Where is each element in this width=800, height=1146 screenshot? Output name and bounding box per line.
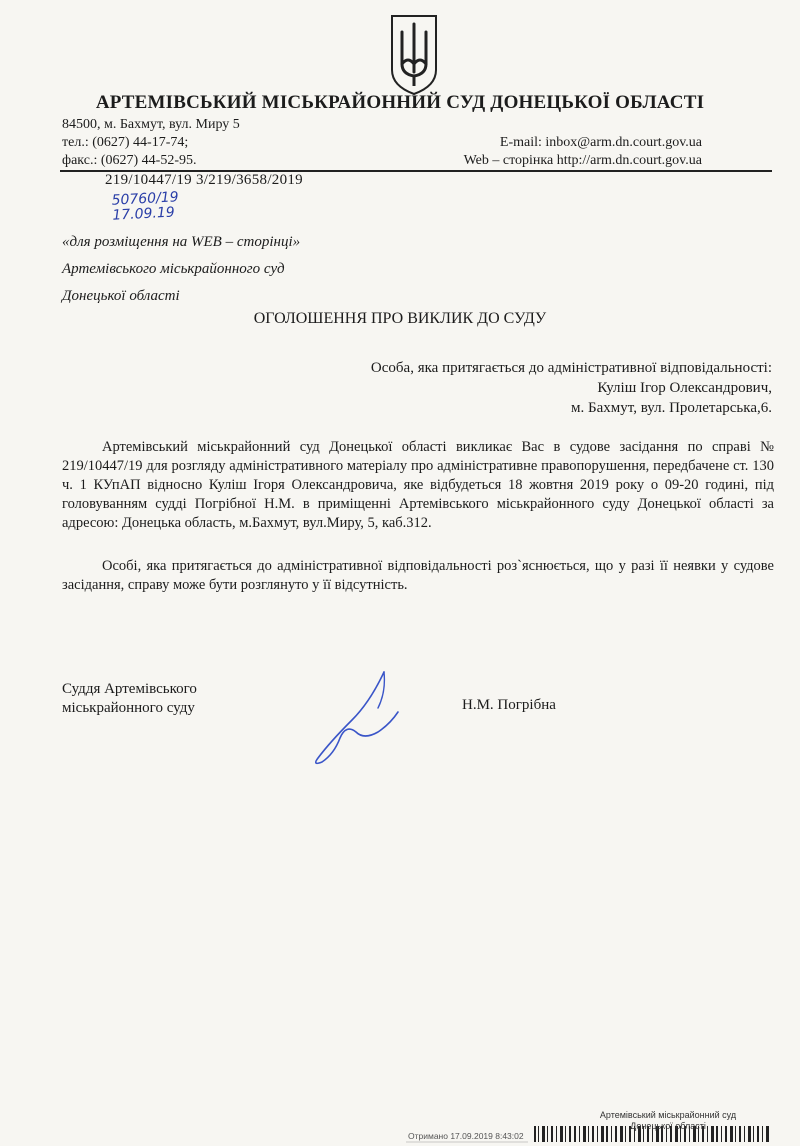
- court-contacts-right: [464, 134, 702, 170]
- stamp-organization: [568, 1110, 768, 1132]
- addressee-block: [371, 358, 772, 418]
- stamp-org-line1: Артемівський міськрайонний суд: [599, 1110, 737, 1120]
- case-reference: 219/10447/19 3/219/3658/2019: [105, 172, 303, 188]
- court-address: 84500, м. Бахмут, вул. Миру 5: [62, 117, 240, 132]
- court-contacts-left: [62, 116, 240, 170]
- stamp-org-line2: Донецької області: [630, 1121, 706, 1131]
- notice-title: ОГОЛОШЕННЯ ПРО ВИКЛИК ДО СУДУ: [253, 310, 547, 327]
- court-fax: факс.: (0627) 44-52-95.: [62, 153, 197, 168]
- addressee-name: Куліш Ігор Олександрович,: [597, 380, 772, 396]
- trident-emblem-icon: [386, 12, 442, 96]
- addressee-label: Особа, яка притягається до адміністративної відповідальності:: [370, 360, 772, 376]
- handwritten-registration-note: [111, 190, 180, 223]
- handwritten-date: 17.09.19: [111, 204, 176, 224]
- court-email: E-mail: inbox@arm.dn.court.gov.ua: [499, 135, 702, 150]
- judge-name: Н.М. Погрібна: [462, 697, 556, 713]
- handwritten-number: 50760/19: [111, 189, 180, 209]
- summons-paragraph: Артемівський міськрайонний суд Донецької області викликає Вас в судове засідання по справі № 219/10447/19 для розгляду адміністративного матеріалу про адміністративне правопорушення, передбачене ст. 130 ч. 1 КУпАП відносно Куліш Ігоря Олександровича, яке відбудеться 18 жовтня 2019 року о 09-20 годині, під головуванням судді Погрібної Н.М. в приміщенні Артемівського міськрайонного суду Донецької області за адресою: Донецька область, м.Бахмут, вул.Миру, 5, каб.312.: [62, 439, 774, 531]
- court-name: АРТЕМІВСЬКИЙ МІСЬКРАЙОННИЙ СУД ДОНЕЦЬКОЇ ОБЛАСТІ: [95, 92, 705, 113]
- court-phone: тел.: (0627) 44-17-74;: [62, 135, 189, 150]
- judge-title: [62, 680, 197, 718]
- placement-court: Артемівського міськрайонного суд: [62, 261, 285, 277]
- judge-title-line2: міськрайонного суду: [62, 700, 195, 716]
- court-website: Web – сторінка http://arm.dn.court.gov.ua: [463, 153, 702, 168]
- judge-title-line1: Суддя Артемівського: [62, 681, 197, 697]
- stamp-received-date: Отримано 17.09.2019 8:43:02: [408, 1131, 524, 1141]
- placement-note: «для розміщення на WEB – сторінці»: [62, 234, 301, 250]
- addressee-address: м. Бахмут, вул. Пролетарська,6.: [571, 400, 772, 416]
- placement-region: Донецької області: [62, 288, 180, 304]
- judge-signature: [300, 662, 410, 772]
- explanation-paragraph: Особі, яка притягається до адміністративної відповідальності роз`яснюється, що у разі її неявки у судове засідання, справу може бути розглянуто у її відсутність.: [62, 558, 774, 593]
